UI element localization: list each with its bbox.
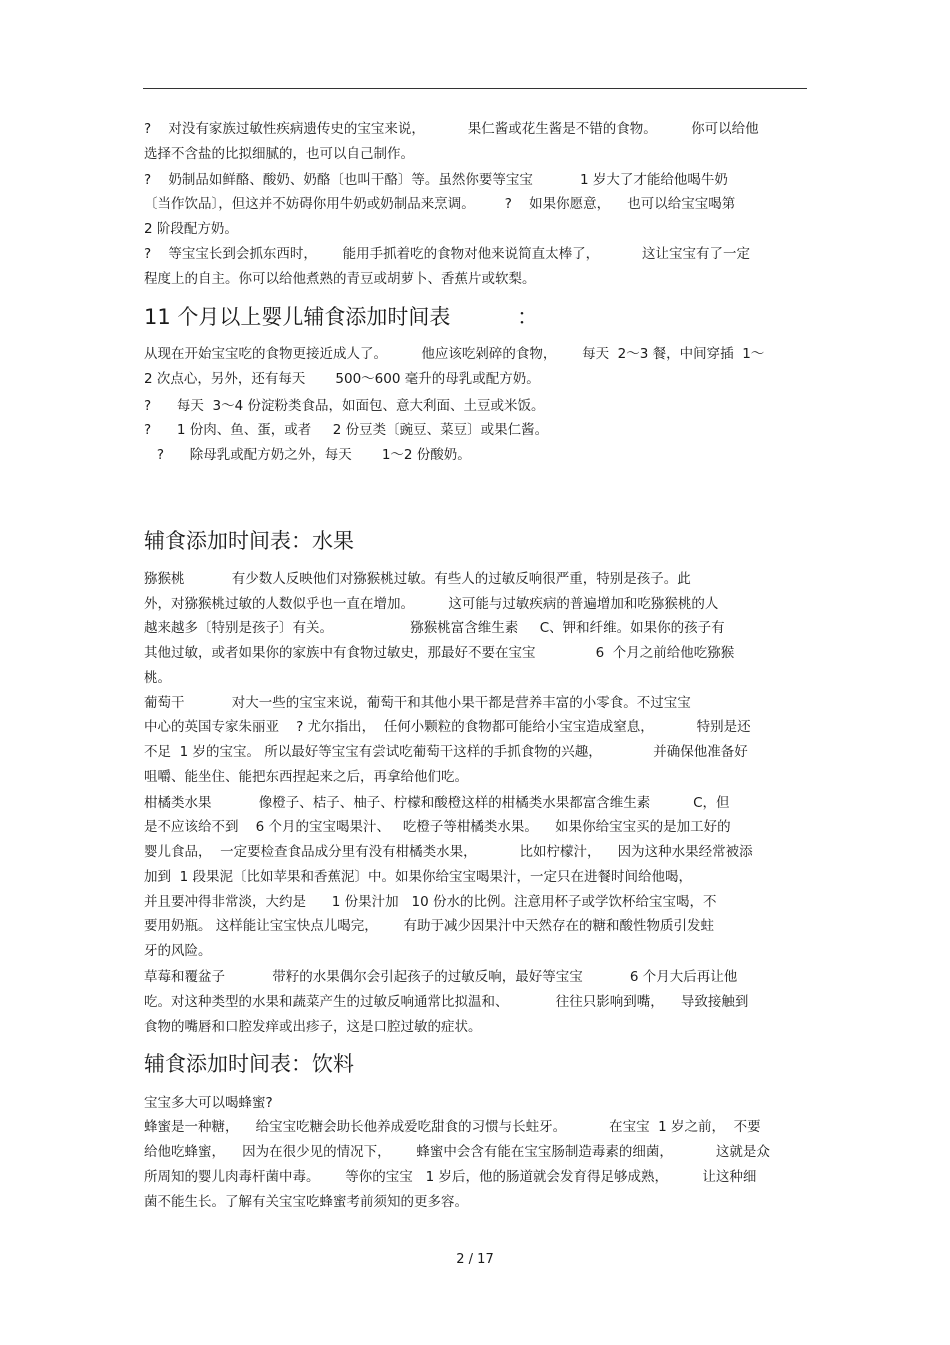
text-line: 宝宝多大可以喝蜂蜜? [144,1095,273,1111]
text-line: 给他吃蜂蜜， 因为在很少见的情况下， 蜂蜜中会含有能在宝宝肠制造毒素的细菌， 这就是众 [144,1144,770,1160]
text-line: 葡萄干 对大一些的宝宝来说，葡萄干和其他小果干都是营养丰富的小零食。不过宝宝 [144,695,691,711]
text-line: 蜂蜜是一种糖， 给宝宝吃糖会助长他养成爱吃甜食的习惯与长蛀牙。 在宝宝 1 岁之前， 不要 [144,1119,761,1135]
text-line: 桃。 [144,670,171,686]
text-line: 咀嚼、能坐住、能把东西捏起来之后，再拿给他们吃。 [144,769,468,785]
text-line: 牙的风险。 [144,943,212,959]
text-line: 2 次点心，另外，还有每天 500～600 毫升的母乳或配方奶。 [144,371,540,387]
text-line: 菌不能生长。了解有关宝宝吃蜂蜜考前须知的更多容。 [144,1194,468,1210]
text-line: 吃。对这种类型的水果和蔬菜产生的过敏反响通常比拟温和、 往往只影响到嘴， 导致接触到 [144,994,749,1010]
text-line: 程度上的自主。你可以给他煮熟的青豆或胡萝卜、香蕉片或软梨。 [144,271,536,287]
text-line: ? 奶制品如鲜酪、酸奶、奶酪〔也叫干酪〕等。虽然你要等宝宝 1 岁大了才能给他喝牛奶 [144,172,728,188]
section-heading: 辅食添加时间表：饮料 [144,1052,354,1076]
text-line: 2 阶段配方奶。 [144,221,238,237]
text-line: 要用奶瓶。 这样能让宝宝快点儿喝完， 有助于减少因果汁中天然存在的糖和酸性物质引发蛀 [144,918,715,934]
text-line: 加到 1 段果泥〔比如苹果和香蕉泥〕中。如果你给宝宝喝果汁，一定只在进餐时间给他喝， [144,869,692,885]
text-line: 是不应该给不到 6 个月的宝宝喝果汁、 吃橙子等柑橘类水果。 如果你给宝宝买的是加工好的 [144,819,731,835]
text-line: 其他过敏，或者如果你的家族中有食物过敏史，那最好不要在宝宝 6 个月之前给他吃猕猴 [144,645,735,661]
text-line: 食物的嘴唇和口腔发痒或出疹子，这是口腔过敏的症状。 [144,1019,482,1035]
text-line: 并且要冲得非常淡，大约是 1 份果汁加 10 份水的比例。注意用杯子或学饮杯给宝宝喝，不 [144,894,717,910]
text-line: 外，对猕猴桃过敏的人数似乎也一直在增加。 这可能与过敏疾病的普遍增加和吃猕猴桃的人 [144,596,719,612]
text-line: ? 等宝宝长到会抓东西时， 能用手抓着吃的食物对他来说简直太棒了， 这让宝宝有了一定 [144,246,750,262]
text-line: 中心的英国专家朱丽亚 ? 尤尔指出， 任何小颗粒的食物都可能给小宝宝造成窒息， 特别是还 [144,719,751,735]
page-number: 2 / 17 [456,1252,494,1267]
text-line: ? 除母乳或配方奶之外，每天 1～2 份酸奶。 [144,447,471,463]
text-line: 婴儿食品， 一定要检查食品成分里有没有柑橘类水果， 比如柠檬汁， 因为这种水果经常被添 [144,844,753,860]
header-rule [143,88,807,89]
text-line: ? 每天 3～4 份淀粉类食品，如面包、意大利面、土豆或米饭。 [144,398,545,414]
text-line: 不足 1 岁的宝宝。 所以最好等宝宝有尝试吃葡萄干这样的手抓食物的兴趣， 并确保他准备好 [144,744,748,760]
text-line: ? 对没有家族过敏性疾病遗传史的宝宝来说， 果仁酱或花生酱是不错的食物。 你可以给他 [144,121,759,137]
text-line: 从现在开始宝宝吃的食物更接近成人了。 他应该吃剁碎的食物， 每天 2～3 餐，中间穿插 1～ [144,346,765,362]
section-heading: 11 个月以上婴儿辅食添加时间表 ： [144,305,539,329]
text-line: 〔当作饮品〕，但这并不妨碍你用牛奶或奶制品来烹调。 ? 如果你愿意， 也可以给宝宝喝第 [144,196,736,212]
text-line: 越来越多〔特别是孩子〕有关。 猕猴桃富含维生素 C、钾和纤维。如果你的孩子有 [144,620,725,636]
text-line: ? 1 份肉、鱼、蛋，或者 2 份豆类〔豌豆、菜豆〕或果仁酱。 [144,422,549,438]
text-line: 草莓和覆盆子 带籽的水果偶尔会引起孩子的过敏反响，最好等宝宝 6 个月大后再让他 [144,969,738,985]
text-line: 所周知的婴儿肉毒杆菌中毒。 等你的宝宝 1 岁后，他的肠道就会发育得足够成熟， 让这种细 [144,1169,757,1185]
text-line: 柑橘类水果 像橙子、桔子、柚子、柠檬和酸橙这样的柑橘类水果都富含维生素 C，但 [144,795,730,811]
text-line: 猕猴桃 有少数人反映他们对猕猴桃过敏。有些人的过敏反响很严重，特别是孩子。此 [144,571,691,587]
text-line: 选择不含盐的比拟细腻的，也可以自己制作。 [144,146,414,162]
section-heading: 辅食添加时间表：水果 [144,529,354,553]
